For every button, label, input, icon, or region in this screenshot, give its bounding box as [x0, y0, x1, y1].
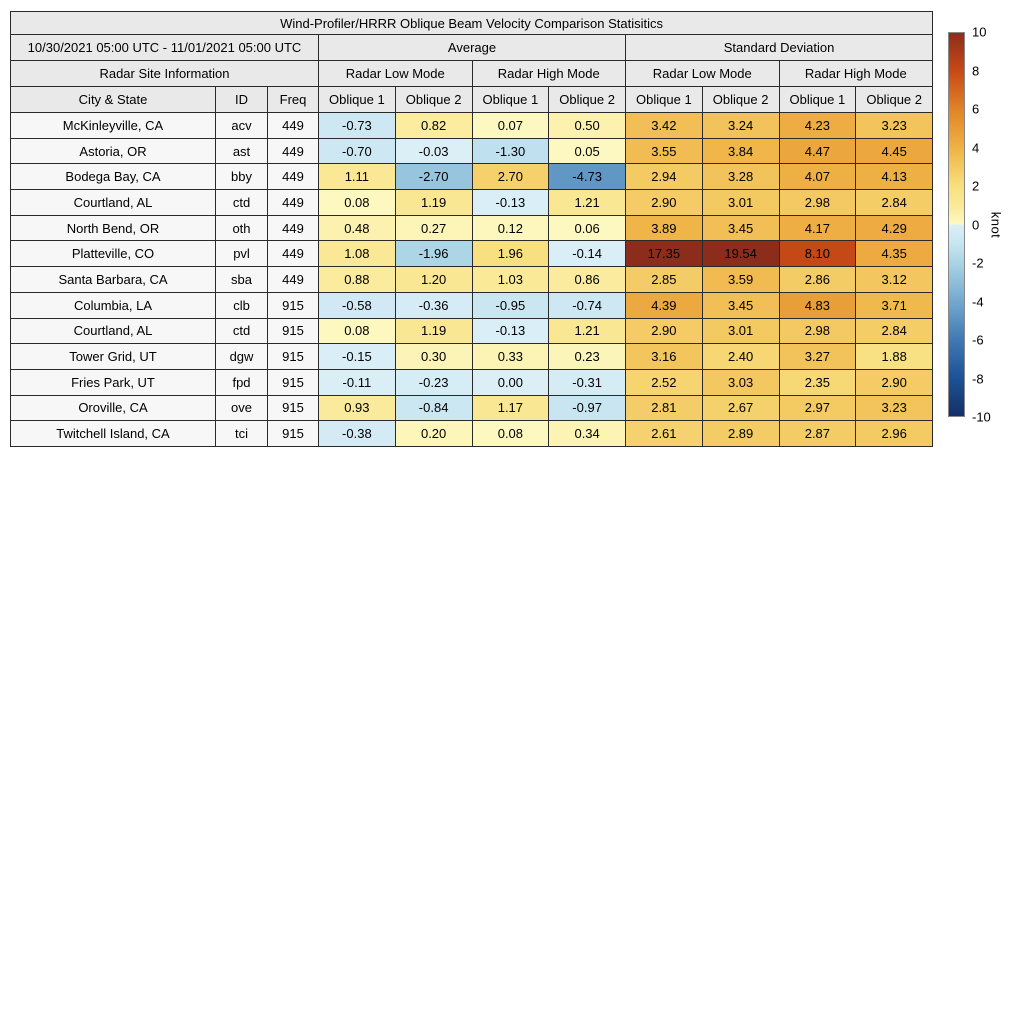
- std-value-cell: 2.61: [626, 421, 703, 447]
- city-cell: Courtland, AL: [11, 190, 216, 216]
- avg-value-cell: 0.20: [395, 421, 472, 447]
- column-header-oblique2: Oblique 2: [702, 87, 779, 113]
- section-header-average: Average: [319, 35, 626, 61]
- avg-value-cell: -0.14: [549, 241, 626, 267]
- colorbar-tick-label: 6: [972, 101, 980, 117]
- avg-value-cell: 1.19: [395, 318, 472, 344]
- std-value-cell: 4.83: [779, 292, 856, 318]
- std-value-cell: 4.17: [779, 215, 856, 241]
- std-value-cell: 3.28: [702, 164, 779, 190]
- std-value-cell: 3.71: [856, 292, 933, 318]
- statistics-table: [10, 11, 933, 447]
- std-value-cell: 3.12: [856, 267, 933, 293]
- colorbar: [948, 24, 1024, 425]
- std-value-cell: 2.52: [626, 369, 703, 395]
- avg-value-cell: -4.73: [549, 164, 626, 190]
- avg-value-cell: 0.93: [319, 395, 396, 421]
- site-id-cell: fpd: [216, 369, 268, 395]
- std-value-cell: 2.84: [856, 318, 933, 344]
- table-row: [11, 215, 933, 241]
- table-row: [11, 292, 933, 318]
- column-header-oblique2: Oblique 2: [549, 87, 626, 113]
- column-header-city: City & State: [11, 87, 216, 113]
- std-value-cell: 3.59: [702, 267, 779, 293]
- std-value-cell: 4.47: [779, 138, 856, 164]
- avg-value-cell: -0.73: [319, 113, 396, 139]
- avg-value-cell: 0.06: [549, 215, 626, 241]
- std-value-cell: 2.98: [779, 190, 856, 216]
- std-value-cell: 2.89: [702, 421, 779, 447]
- avg-value-cell: 0.86: [549, 267, 626, 293]
- freq-cell: 449: [268, 215, 319, 241]
- avg-value-cell: -0.11: [319, 369, 396, 395]
- avg-value-cell: 0.30: [395, 344, 472, 370]
- freq-cell: 449: [268, 164, 319, 190]
- std-value-cell: 3.45: [702, 215, 779, 241]
- std-value-cell: 2.90: [626, 318, 703, 344]
- site-id-cell: ast: [216, 138, 268, 164]
- std-value-cell: 4.35: [856, 241, 933, 267]
- avg-value-cell: 0.23: [549, 344, 626, 370]
- site-id-cell: sba: [216, 267, 268, 293]
- city-cell: Columbia, LA: [11, 292, 216, 318]
- std-value-cell: 2.81: [626, 395, 703, 421]
- freq-cell: 449: [268, 241, 319, 267]
- avg-value-cell: 2.70: [472, 164, 549, 190]
- avg-value-cell: 1.20: [395, 267, 472, 293]
- table-row: [11, 241, 933, 267]
- table-row: [11, 164, 933, 190]
- column-header-id: ID: [216, 87, 268, 113]
- std-value-cell: 4.45: [856, 138, 933, 164]
- avg-value-cell: -0.38: [319, 421, 396, 447]
- avg-value-cell: 0.34: [549, 421, 626, 447]
- std-value-cell: 2.90: [856, 369, 933, 395]
- std-value-cell: 3.24: [702, 113, 779, 139]
- city-cell: Platteville, CO: [11, 241, 216, 267]
- std-value-cell: 1.88: [856, 344, 933, 370]
- std-value-cell: 3.27: [779, 344, 856, 370]
- avg-value-cell: 0.07: [472, 113, 549, 139]
- column-header-oblique2: Oblique 2: [395, 87, 472, 113]
- site-id-cell: tci: [216, 421, 268, 447]
- site-id-cell: acv: [216, 113, 268, 139]
- avg-value-cell: 1.19: [395, 190, 472, 216]
- avg-value-cell: -0.95: [472, 292, 549, 318]
- freq-cell: 915: [268, 292, 319, 318]
- column-header-oblique2: Oblique 2: [856, 87, 933, 113]
- table-row: [11, 395, 933, 421]
- table-row: [11, 190, 933, 216]
- std-value-cell: 4.07: [779, 164, 856, 190]
- avg-value-cell: 0.12: [472, 215, 549, 241]
- freq-cell: 449: [268, 138, 319, 164]
- table-body: [11, 113, 933, 447]
- avg-value-cell: 0.48: [319, 215, 396, 241]
- std-value-cell: 3.45: [702, 292, 779, 318]
- freq-cell: 915: [268, 318, 319, 344]
- std-value-cell: 2.86: [779, 267, 856, 293]
- std-value-cell: 2.40: [702, 344, 779, 370]
- colorbar-tick-label: 0: [972, 217, 980, 232]
- avg-value-cell: 0.08: [472, 421, 549, 447]
- column-header-oblique1: Oblique 1: [779, 87, 856, 113]
- city-cell: Astoria, OR: [11, 138, 216, 164]
- std-value-cell: 4.13: [856, 164, 933, 190]
- figure-title: Wind-Profiler/HRRR Oblique Beam Velocity Comparison Statisitics: [11, 12, 933, 35]
- column-header-oblique1: Oblique 1: [626, 87, 703, 113]
- avg-value-cell: 0.00: [472, 369, 549, 395]
- section-header-std: Standard Deviation: [626, 35, 933, 61]
- colorbar-gradient: [948, 32, 965, 417]
- avg-value-cell: -0.58: [319, 292, 396, 318]
- std-value-cell: 4.23: [779, 113, 856, 139]
- std-value-cell: 8.10: [779, 241, 856, 267]
- avg-value-cell: -0.36: [395, 292, 472, 318]
- avg-value-cell: -0.31: [549, 369, 626, 395]
- freq-cell: 915: [268, 344, 319, 370]
- std-value-cell: 3.89: [626, 215, 703, 241]
- avg-value-cell: -1.30: [472, 138, 549, 164]
- mode-header-avg-high: Radar High Mode: [472, 61, 626, 87]
- site-id-cell: bby: [216, 164, 268, 190]
- std-value-cell: 3.23: [856, 395, 933, 421]
- avg-value-cell: 1.96: [472, 241, 549, 267]
- colorbar-tick-label: -6: [972, 332, 984, 348]
- table-row: [11, 421, 933, 447]
- freq-cell: 449: [268, 113, 319, 139]
- avg-value-cell: -0.23: [395, 369, 472, 395]
- std-value-cell: 2.87: [779, 421, 856, 447]
- avg-value-cell: 1.11: [319, 164, 396, 190]
- std-value-cell: 2.97: [779, 395, 856, 421]
- avg-value-cell: -0.13: [472, 318, 549, 344]
- avg-value-cell: 0.82: [395, 113, 472, 139]
- city-cell: Courtland, AL: [11, 318, 216, 344]
- table-row: [11, 267, 933, 293]
- avg-value-cell: -0.03: [395, 138, 472, 164]
- city-cell: Tower Grid, UT: [11, 344, 216, 370]
- avg-value-cell: -0.84: [395, 395, 472, 421]
- site-id-cell: ctd: [216, 190, 268, 216]
- std-value-cell: 2.90: [626, 190, 703, 216]
- std-value-cell: 2.67: [702, 395, 779, 421]
- city-cell: Twitchell Island, CA: [11, 421, 216, 447]
- freq-cell: 915: [268, 421, 319, 447]
- colorbar-tick-label: -4: [972, 294, 984, 309]
- std-value-cell: 2.94: [626, 164, 703, 190]
- avg-value-cell: 0.50: [549, 113, 626, 139]
- freq-cell: 915: [268, 395, 319, 421]
- colorbar-tick-label: 4: [972, 140, 980, 155]
- avg-value-cell: -0.15: [319, 344, 396, 370]
- std-value-cell: 17.35: [626, 241, 703, 267]
- date-range: 10/30/2021 05:00 UTC - 11/01/2021 05:00 UTC: [11, 35, 319, 61]
- avg-value-cell: 0.08: [319, 318, 396, 344]
- std-value-cell: 2.85: [626, 267, 703, 293]
- avg-value-cell: -0.70: [319, 138, 396, 164]
- city-cell: Fries Park, UT: [11, 369, 216, 395]
- avg-value-cell: 0.08: [319, 190, 396, 216]
- column-header-oblique1: Oblique 1: [319, 87, 396, 113]
- site-id-cell: clb: [216, 292, 268, 318]
- avg-value-cell: 0.05: [549, 138, 626, 164]
- site-id-cell: oth: [216, 215, 268, 241]
- avg-value-cell: 1.08: [319, 241, 396, 267]
- std-value-cell: 2.98: [779, 318, 856, 344]
- avg-value-cell: 0.27: [395, 215, 472, 241]
- freq-cell: 915: [268, 369, 319, 395]
- avg-value-cell: 1.21: [549, 190, 626, 216]
- avg-value-cell: -2.70: [395, 164, 472, 190]
- site-id-cell: pvl: [216, 241, 268, 267]
- freq-cell: 449: [268, 190, 319, 216]
- std-value-cell: 19.54: [702, 241, 779, 267]
- colorbar-unit-label: knot: [988, 211, 1004, 239]
- site-id-cell: dgw: [216, 344, 268, 370]
- avg-value-cell: -0.97: [549, 395, 626, 421]
- avg-value-cell: -0.13: [472, 190, 549, 216]
- site-id-cell: ove: [216, 395, 268, 421]
- city-cell: North Bend, OR: [11, 215, 216, 241]
- city-cell: Oroville, CA: [11, 395, 216, 421]
- colorbar-tick-label: -2: [972, 255, 984, 271]
- colorbar-tick-label: 10: [972, 24, 987, 40]
- std-value-cell: 3.55: [626, 138, 703, 164]
- std-value-cell: 3.84: [702, 138, 779, 164]
- std-value-cell: 3.16: [626, 344, 703, 370]
- mode-header-std-high: Radar High Mode: [779, 61, 933, 87]
- table-row: [11, 369, 933, 395]
- mode-header-std-low: Radar Low Mode: [626, 61, 780, 87]
- city-cell: McKinleyville, CA: [11, 113, 216, 139]
- column-header-freq: Freq: [268, 87, 319, 113]
- std-value-cell: 3.42: [626, 113, 703, 139]
- std-value-cell: 2.96: [856, 421, 933, 447]
- site-id-cell: ctd: [216, 318, 268, 344]
- avg-value-cell: -1.96: [395, 241, 472, 267]
- std-value-cell: 2.84: [856, 190, 933, 216]
- avg-value-cell: 0.88: [319, 267, 396, 293]
- colorbar-tick-label: -10: [972, 409, 991, 425]
- std-value-cell: 3.03: [702, 369, 779, 395]
- std-value-cell: 3.01: [702, 190, 779, 216]
- table-row: [11, 113, 933, 139]
- colorbar-tick-label: -8: [972, 371, 984, 386]
- std-value-cell: 4.29: [856, 215, 933, 241]
- avg-value-cell: 0.33: [472, 344, 549, 370]
- column-header-oblique1: Oblique 1: [472, 87, 549, 113]
- city-cell: Bodega Bay, CA: [11, 164, 216, 190]
- city-cell: Santa Barbara, CA: [11, 267, 216, 293]
- table-row: [11, 138, 933, 164]
- table-row: [11, 344, 933, 370]
- avg-value-cell: 1.03: [472, 267, 549, 293]
- freq-cell: 449: [268, 267, 319, 293]
- std-value-cell: 3.23: [856, 113, 933, 139]
- avg-value-cell: 1.17: [472, 395, 549, 421]
- colorbar-tick-label: 2: [972, 178, 980, 194]
- std-value-cell: 2.35: [779, 369, 856, 395]
- table-row: [11, 318, 933, 344]
- mode-header-avg-low: Radar Low Mode: [319, 61, 473, 87]
- avg-value-cell: -0.74: [549, 292, 626, 318]
- colorbar-tick-label: 8: [972, 63, 980, 78]
- std-value-cell: 3.01: [702, 318, 779, 344]
- avg-value-cell: 1.21: [549, 318, 626, 344]
- std-value-cell: 4.39: [626, 292, 703, 318]
- section-header-site-info: Radar Site Information: [11, 61, 319, 87]
